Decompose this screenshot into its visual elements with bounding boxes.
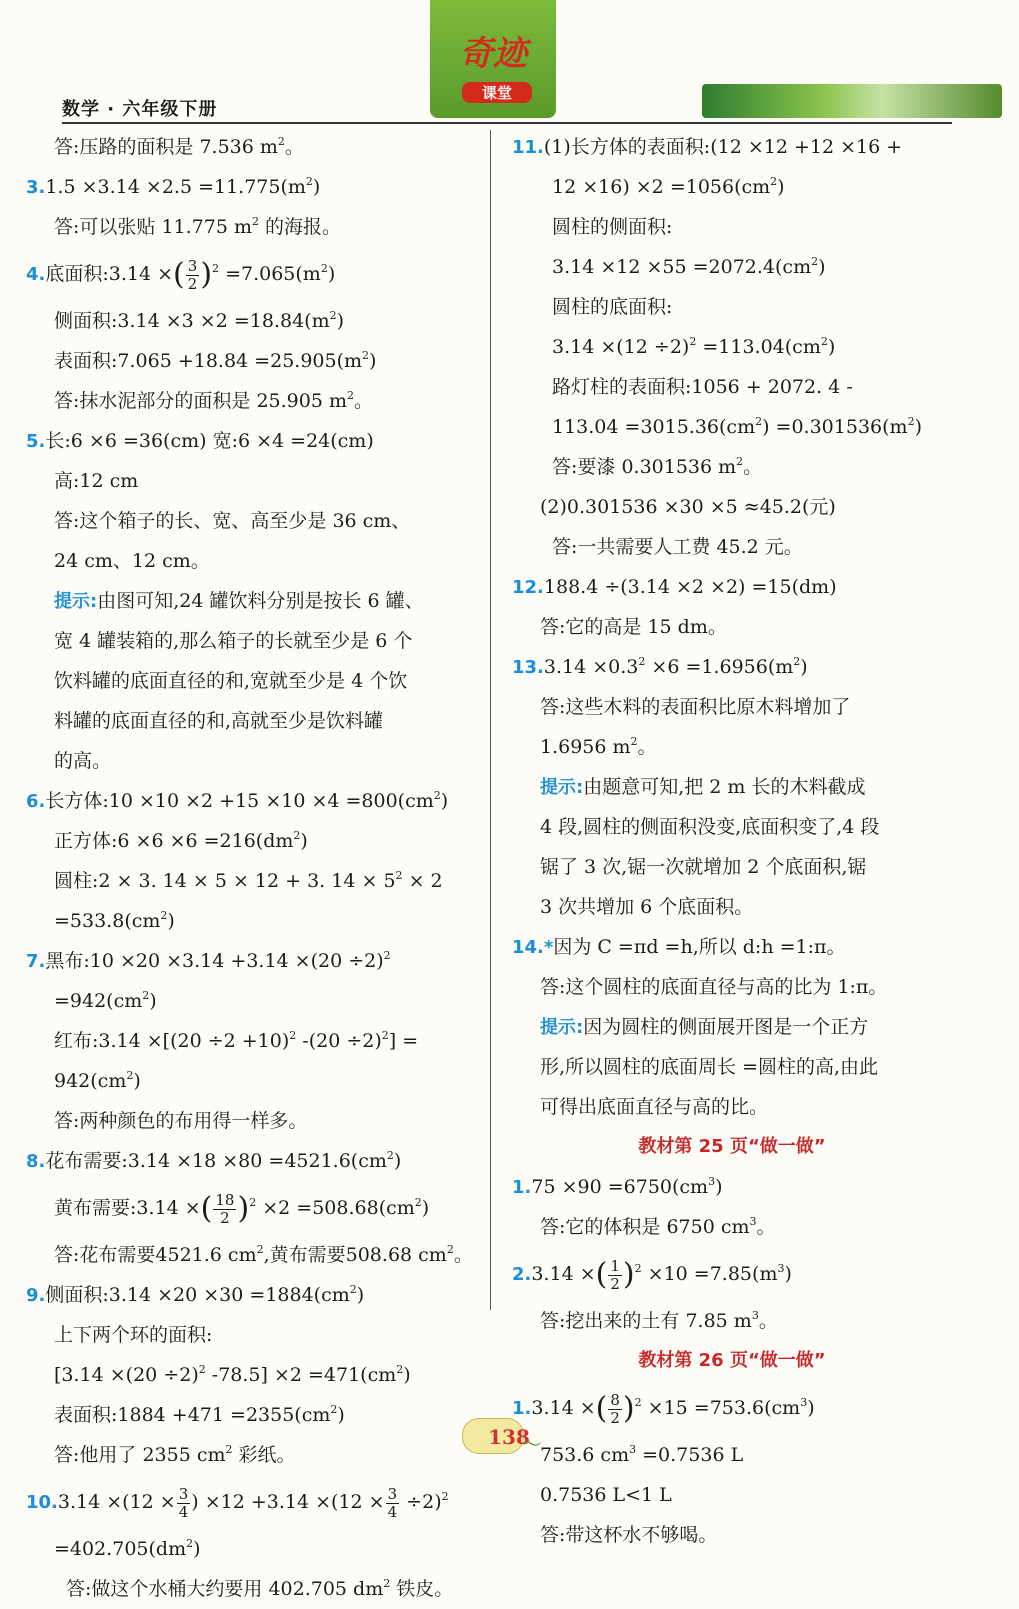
answer-line: 答:抹水泥部分的面积是 25.905 $m^2$。 — [54, 389, 373, 412]
hint-line: 提示:因为圆柱的侧面展开图是一个正方 — [540, 1016, 869, 1038]
answer-line: 答:它的高是 15 dm。 — [540, 616, 727, 638]
brand-subtitle: 课堂 — [462, 82, 532, 103]
answer-line: $3.14 \times 12 \times 55 =2072.4(cm^2)$ — [552, 255, 826, 278]
answer-line: 2.3.14 ×( $\frac{1}{2}$ )$^2 \times 10 =7.85(m^3)$ — [512, 1256, 792, 1293]
answer-line: 4.底面积:3.14 ×( $\frac{3}{2}$ )$^2 =7.065(m^2)$ — [26, 256, 336, 293]
hint-line: 提示:由图可知,24 罐饮料分别是按长 6 罐、 — [54, 590, 424, 612]
answer-line: 9.侧面积:3.14 $\times 20 \times 30 =1884(cm^2)$ — [26, 1283, 365, 1306]
answer-line: 1.6956 $m^2$。 — [540, 735, 657, 758]
answer-line: $=533.8(cm^2)$ — [54, 909, 175, 932]
answer-line: 答:可以张贴 11.775 $m^2$ 的海报。 — [54, 215, 342, 238]
answer-line: $3.1.5 \times 3.14 \times 2.5 =11.775(m^2)$ — [26, 175, 321, 198]
answer-line: $113.04 =3015.36(cm^2) =0.301536(m^2)$ — [552, 415, 922, 438]
swirl-ornament-icon: 〜 — [520, 1433, 543, 1458]
answer-line: 答:花布需要4521.6 $cm^2$,黄布需要508.68 $cm^2$。 — [54, 1243, 473, 1266]
answer-line: 答:压路的面积是 7.536 $m^2$。 — [54, 135, 304, 158]
answer-line: 6.长方体:10 $\times 10 \times 2 +15 \times 10 \times 4 =800(cm^2)$ — [26, 789, 449, 812]
hint-line: 料罐的底面直径的和,高就至少是饮料罐 — [54, 710, 384, 732]
answer-line: 753.6 $cm^3 =0.7536$ L — [540, 1443, 744, 1466]
column-divider — [490, 130, 491, 1310]
answer-line: 1.3.14 ×( $\frac{8}{2}$ )$^2 \times 15 =753.6(cm^3)$ — [512, 1390, 815, 1427]
answer-line: 0.7536 L<1 L — [540, 1484, 672, 1506]
answer-line: 答:这些木料的表面积比原木料增加了 — [540, 696, 851, 718]
brand-logo: 奇迹 — [459, 34, 527, 74]
right-column — [512, 127, 952, 1555]
answer-line: [$3.14 \times(20 \div 2)^2$ $-78.5] \times 2 =471(cm^2)$ — [54, 1363, 411, 1386]
answer-line: $942(cm^2)$ — [54, 1069, 141, 1092]
cloud-ornament — [702, 84, 1002, 118]
answer-line: 12.188.4 ÷(3.14 ×2 ×2) =15(dm) — [512, 576, 837, 598]
hint-line: 锯了 3 次,锯一次就增加 2 个底面积,锯 — [540, 856, 867, 878]
answer-line: 24 cm、12 cm。 — [54, 550, 210, 572]
answer-line: 高:12 cm — [54, 470, 139, 492]
answer-line: 8.花布需要:3.14 $\times 18 \times 80 =4521.6(cm^2)$ — [26, 1149, 402, 1172]
hint-line: 3 次共增加 6 个底面积。 — [540, 896, 754, 918]
answer-line: 答:要漆 0.301536 $m^2$。 — [552, 455, 763, 478]
answer-line: 红布:3.14 $\times[(20 \div 2 +10)^2$ $-(20 \div 2)^2$] = — [54, 1029, 419, 1052]
answer-line: $=942(cm^2)$ — [54, 989, 157, 1012]
answer-line: 答:做这个水桶大约要用 402.705 $dm^2$ 铁皮。 — [66, 1577, 454, 1600]
answer-line: 圆柱的侧面积: — [552, 216, 673, 238]
answer-line: 圆柱:2 × 3. 14 × 5 × 12 + 3. $14 \times 5^2 \times 2$ — [54, 869, 443, 892]
answer-line: 上下两个环的面积: — [54, 1324, 213, 1346]
answer-line: 7.黑布:10 $\times 20 \times 3.14 +3.14 \times(20 \div 2)^2$ — [26, 949, 391, 972]
answer-line: 表面积:7.065 $+18.84 =25.905(m^2)$ — [54, 349, 377, 372]
hint-line: 提示:由题意可知,把 2 m 长的木料截成 — [540, 776, 866, 798]
hint-line: 形,所以圆柱的底面周长 =圆柱的高,由此 — [540, 1056, 879, 1078]
answer-line: 正方体:6 $\times 6 \times 6 =216(dm^2)$ — [54, 829, 308, 852]
answer-line: 答:一共需要人工费 45.2 元。 — [552, 536, 803, 558]
answer-line: 10.3.14 ×(12 × $\frac{3}{4}$ ) ×12 +3.14 ×(12 × $\frac{3}{4}$ ÷2)$^2$ — [26, 1484, 449, 1521]
section-heading: 教材第 25 页“做一做” — [638, 1136, 826, 1157]
answer-line: 路灯柱的表面积:1056 + 2072. 4 - — [552, 376, 853, 398]
answer-line: 圆柱的底面积: — [552, 296, 673, 318]
hint-line: 4 段,圆柱的侧面积没变,底面积变了,4 段 — [540, 816, 880, 838]
header-rule — [62, 122, 952, 124]
answer-line: 侧面积:3.14 $\times 3 \times 2 =18.84(m^2)$ — [54, 309, 345, 332]
answer-line: 11.(1)长方体的表面积:(12 ×12 +12 ×16 + — [512, 136, 903, 158]
answer-line: $3.14 \times(12 \div 2)^2 =113.04(cm^2)$ — [552, 335, 836, 358]
answer-line: (2)0.301536 ×30 ×5 ≈45.2(元) — [540, 496, 836, 518]
hint-line: 饮料罐的底面直径的和,宽就至少是 4 个饮 — [54, 670, 408, 692]
answer-line: $=402.705(dm^2)$ — [54, 1537, 201, 1560]
answer-line: 答:它的体积是 6750 $cm^3$。 — [540, 1215, 776, 1238]
answer-line: 14.*因为 C =πd =h,所以 d:h =1:π。 — [512, 936, 846, 958]
answer-line: 答:这个箱子的长、宽、高至少是 36 cm、 — [54, 510, 411, 532]
answer-line: 5.长:6 ×6 =36(cm) 宽:6 ×4 =24(cm) — [26, 430, 374, 452]
hint-line: 可得出底面直径与高的比。 — [540, 1096, 769, 1118]
hint-line: 的高。 — [54, 750, 112, 772]
answer-line: 答:带这杯水不够喝。 — [540, 1524, 718, 1546]
left-column — [26, 127, 484, 1609]
hint-line: 宽 4 罐装箱的,那么箱子的长就至少是 6 个 — [54, 630, 413, 652]
answer-line: $12 \times 16) \times 2 =1056(cm^2)$ — [552, 175, 785, 198]
page-number: 138 — [488, 1425, 530, 1449]
answer-line: 答:他用了 2355 $cm^2$ 彩纸。 — [54, 1443, 296, 1466]
answer-line: 答:挖出来的土有 7.85 $m^3$。 — [540, 1309, 778, 1332]
answer-line: $13.3.14 \times 0.3^2 \times 6 =1.6956(m^2)$ — [512, 655, 808, 678]
answer-line: 表面积:1884 $+471 =2355(cm^2)$ — [54, 1403, 345, 1426]
subject-title: 数学 · 六年级下册 — [62, 99, 218, 120]
section-heading: 教材第 26 页“做一做” — [638, 1350, 826, 1371]
page-header — [0, 0, 1019, 125]
answer-line: 答:这个圆柱的底面直径与高的比为 1:π。 — [540, 976, 888, 998]
answer-line: 答:两种颜色的布用得一样多。 — [54, 1110, 308, 1132]
answer-line: $1.75 \times 90 =6750(cm^3)$ — [512, 1175, 723, 1198]
answer-line: 黄布需要:3.14 ×( $\frac{18}{2}$ )$^2 \times 2 =508.68(cm^2)$ — [54, 1190, 430, 1227]
